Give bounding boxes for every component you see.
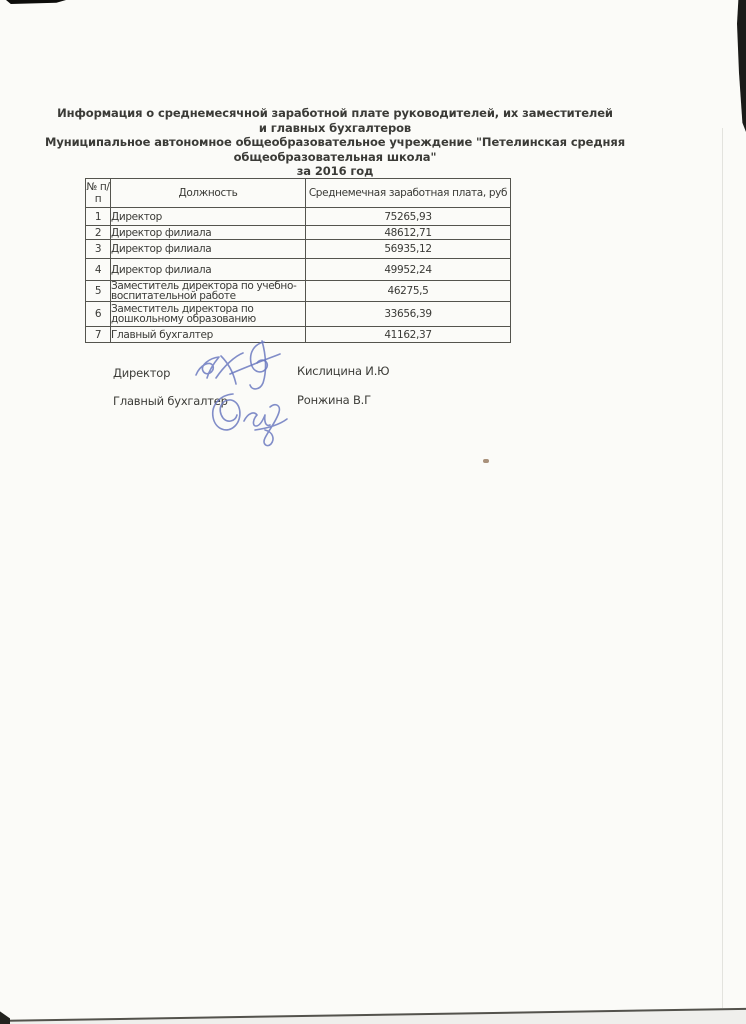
scan-artifact-top-left <box>6 0 66 4</box>
row-position <box>111 281 306 302</box>
row-position <box>111 240 306 259</box>
row-position <box>111 208 306 226</box>
row-salary: 41162,37 <box>306 327 511 343</box>
row-salary: 48612,71 <box>306 226 511 240</box>
row-number: 6 <box>86 302 111 327</box>
title-line-5: за 2016 год <box>296 164 374 178</box>
title-line-2: и главных бухгалтеров <box>258 120 412 135</box>
row-number: 2 <box>86 226 111 240</box>
title-line-4: общеобразовательная школа" <box>233 149 437 164</box>
position-text: Главный бухгалтер <box>111 328 213 341</box>
row-number: 3 <box>86 240 111 259</box>
position-text: Директор <box>111 210 162 223</box>
table-row <box>86 259 511 281</box>
table-row <box>86 281 511 302</box>
signature-role-chief-accountant: Главный бухгалтер <box>113 394 228 408</box>
signature-name-chief-accountant: Ронжина В.Г <box>297 393 371 407</box>
table-row <box>86 327 511 343</box>
signature-role-director: Директор <box>113 366 171 380</box>
row-salary: 33656,39 <box>306 302 511 327</box>
row-number: 5 <box>86 281 111 302</box>
row-number: 7 <box>86 327 111 343</box>
position-text-line2: воспитательной работе <box>111 290 236 302</box>
paper-fold-line <box>722 128 723 1008</box>
table-header-row <box>86 179 511 208</box>
position-text: Заместитель директора по <box>111 303 254 315</box>
row-salary: 49952,24 <box>306 259 511 281</box>
signature-name-director: Кислицина И.Ю <box>297 364 390 378</box>
row-position <box>111 226 306 240</box>
table-row <box>86 208 511 226</box>
position-text: Заместитель директора по учебно- <box>111 280 297 292</box>
row-salary: 75265,93 <box>306 208 511 226</box>
table-row <box>86 226 511 240</box>
position-text: Директор филиала <box>111 243 212 255</box>
scan-artifact-bottom-left <box>0 1010 10 1024</box>
document-title <box>10 106 660 179</box>
paper-bottom-edge <box>0 1007 746 1024</box>
chief-accountant-signature <box>207 386 293 448</box>
title-line-1: Информация о среднемесячной заработной плате руководителей, их заместителей <box>57 106 613 120</box>
position-text-line2: дошкольному образованию <box>111 313 256 325</box>
position-text: Директор филиала <box>111 263 212 276</box>
title-line-3: Муниципальное автономное общеобразовательное учреждение "Петелинская средняя <box>45 135 625 149</box>
row-salary: 46275,5 <box>306 281 511 302</box>
header-number: № п/п <box>86 179 111 208</box>
table-row <box>86 302 511 327</box>
header-position: Должность <box>111 179 306 208</box>
scan-speck <box>483 459 489 463</box>
row-salary: 56935,12 <box>306 240 511 259</box>
table-row <box>86 240 511 259</box>
row-number: 1 <box>86 208 111 226</box>
salary-table <box>85 178 511 343</box>
row-position <box>111 259 306 281</box>
row-position <box>111 302 306 327</box>
scan-artifact-top-right <box>737 0 746 132</box>
director-signature <box>190 337 290 393</box>
position-text: Директор филиала <box>111 226 212 239</box>
row-number: 4 <box>86 259 111 281</box>
header-salary: Среднемечная заработная плата, руб <box>306 179 511 208</box>
